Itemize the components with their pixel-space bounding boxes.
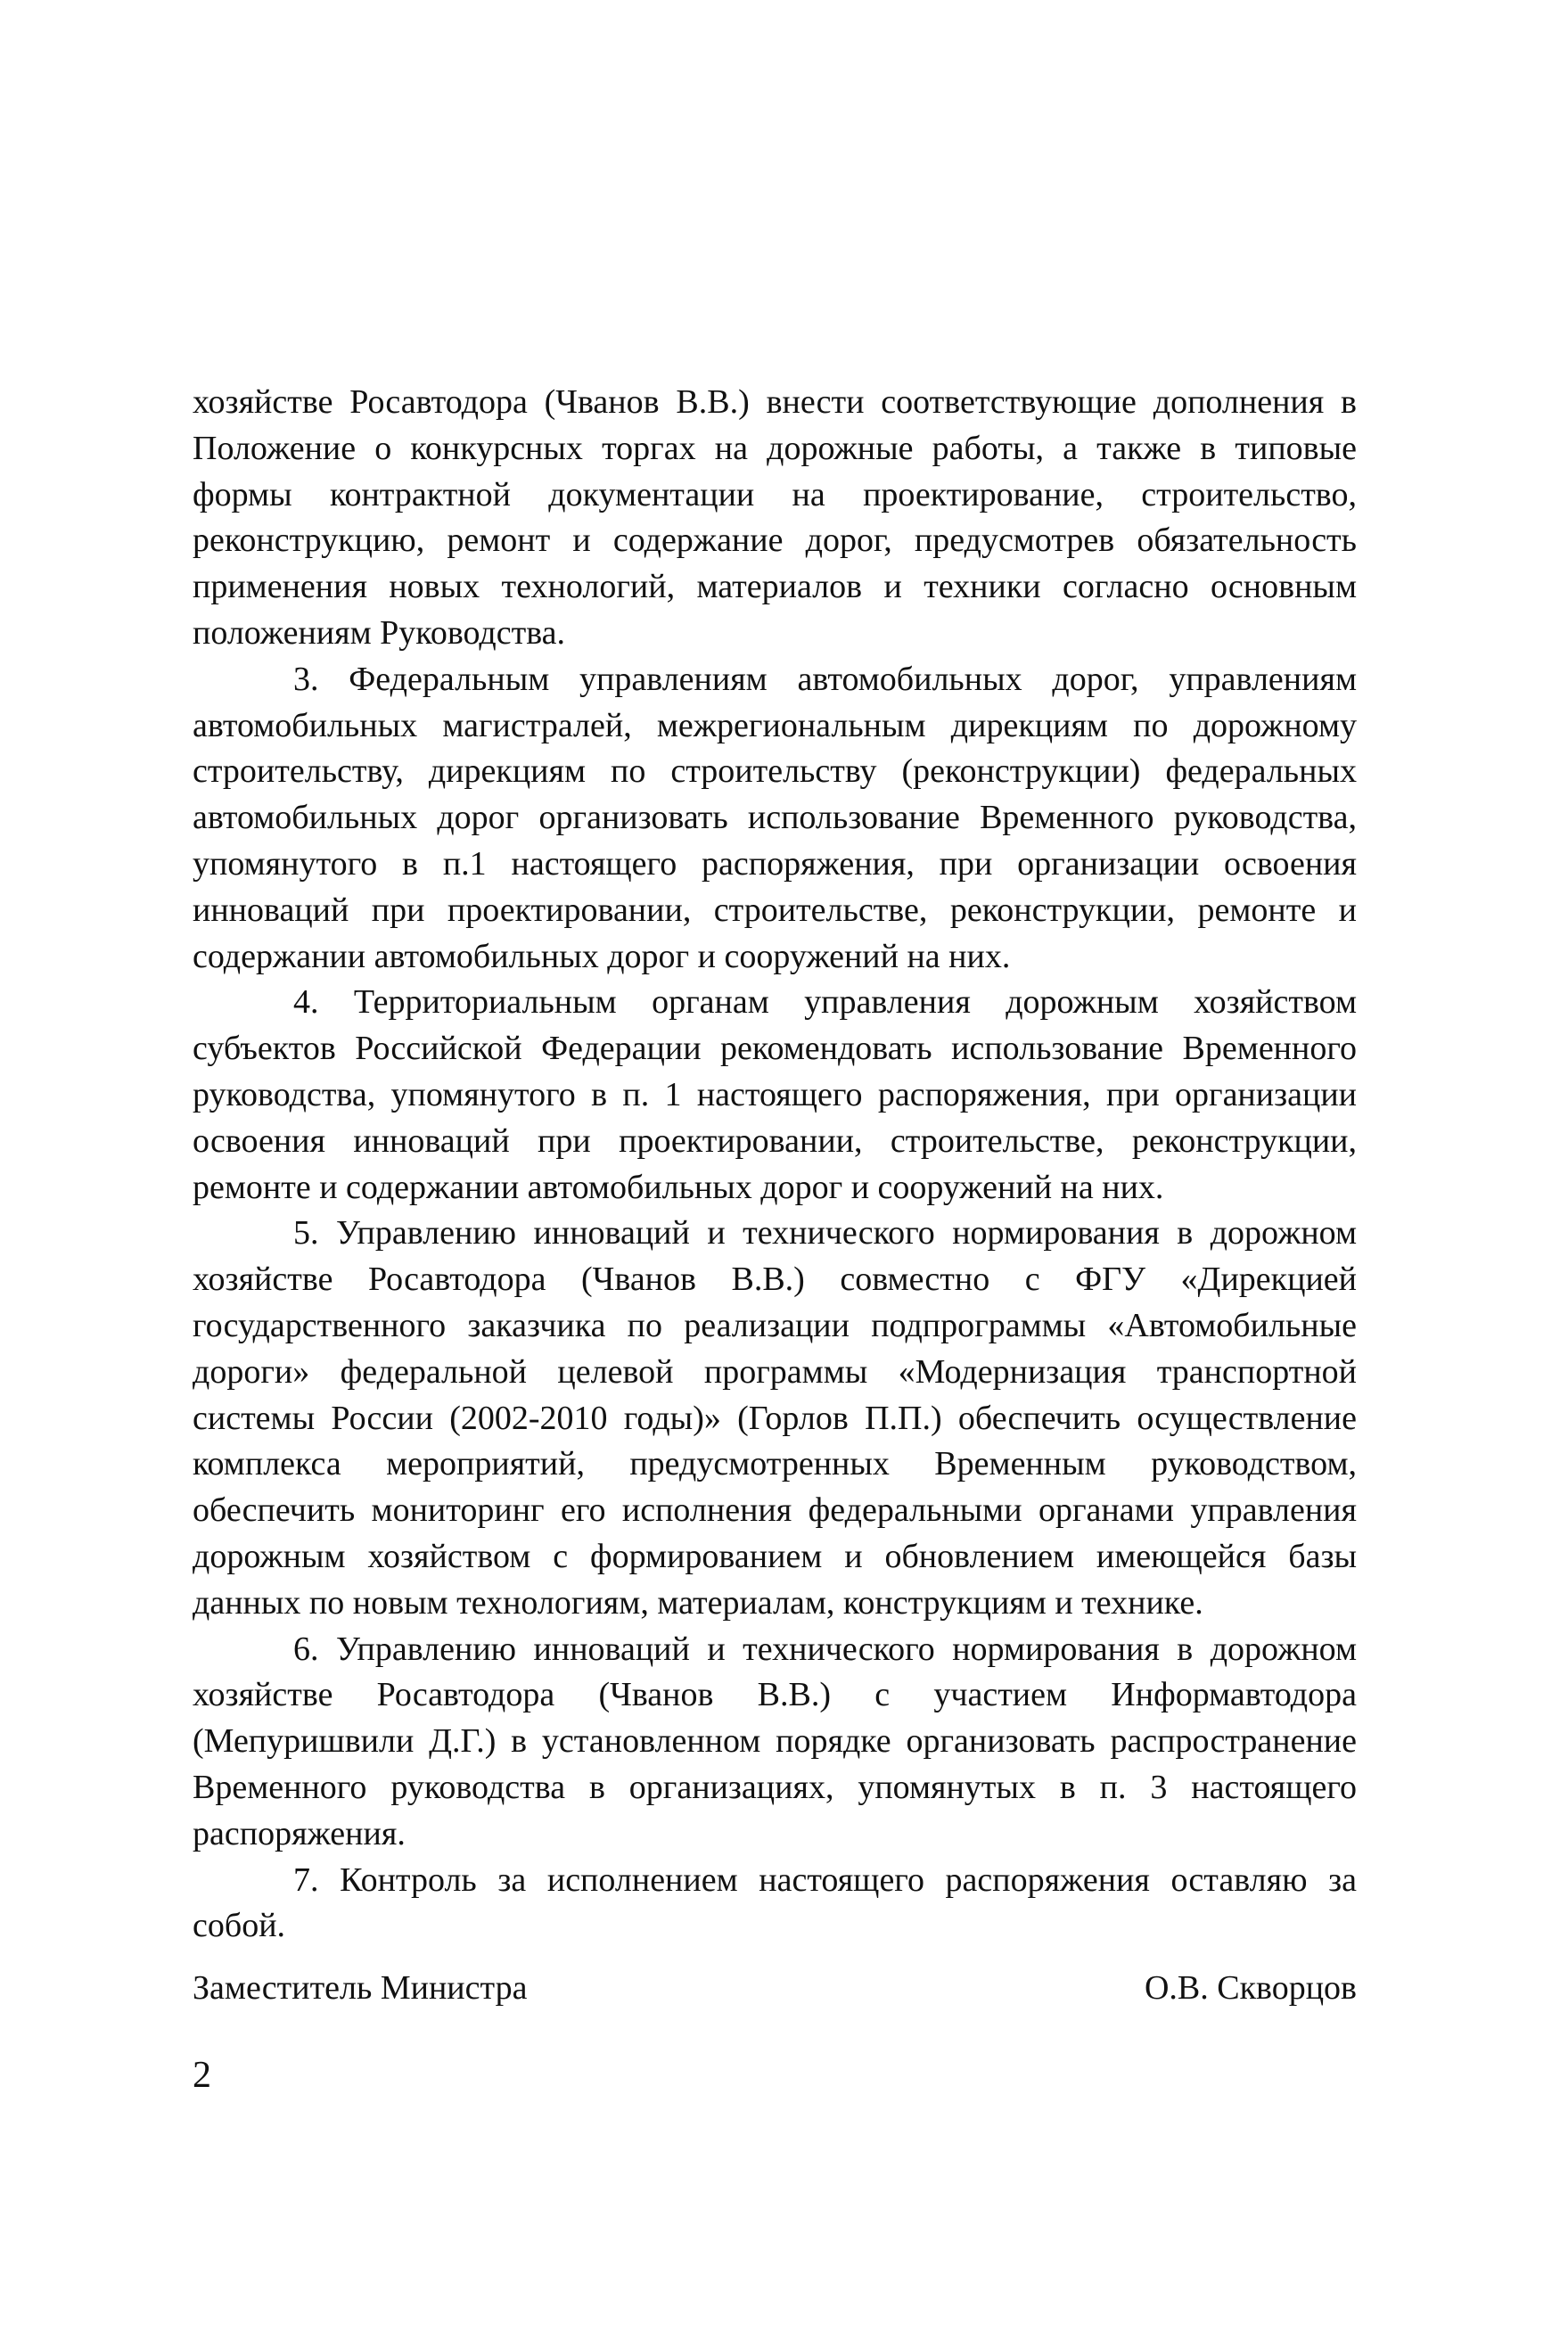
document-body [193,380,1357,1950]
paragraph-item-6: 6. Управлению инноваций и технического нормирования в дорожном хозяйстве Росавтодора (Чванов В.В.) с участием Информавтодора (Мепуришвили Д.Г.) в установленном порядке организовать распространение Временного руководства в организациях, упомянутых в п. 3 настоящего распоряжения. [193,1630,1357,1852]
paragraph-item-3: 3. Федеральным управлениям автомобильных дорог, управлениям автомобильных магистралей, межрегиональным дирекциям по дорожному строительству, дирекциям по строительству (реконструкции) федеральных автомобильных дорог организовать использование Временного руководства, упомянутого в п.1 настоящего распоряжения, при организации освоения инноваций при проектировании, строительстве, реконструкции, ремонте и содержании автомобильных дорог и сооружений на них. [193,660,1357,975]
signature-position: Заместитель Министра [193,1969,528,2007]
page-number: 2 [193,2055,211,2096]
signature-name: О.В. Скворцов [1144,1969,1357,2007]
paragraph-item-7: 7. Контроль за исполнением настоящего распоряжения оставляю за собой. [193,1860,1357,1945]
signature-block [193,1965,1357,2011]
paragraph-continuation: хозяйстве Росавтодора (Чванов В.В.) внести соответствующие дополнения в Положение о конкурсных торгах на дорожные работы, а также в типовые формы контрактной документации на проектирование, строительство, реконструкцию, ремонт и содержание дорог, предусмотрев обязательность применения новых технологий, материалов и техники согласно основным положениям Руководства. [193,383,1357,652]
paragraph-item-5: 5. Управлению инноваций и технического нормирования в дорожном хозяйстве Росавтодора (Чванов В.В.) совместно с ФГУ «Дирекцией государственного заказчика по реализации подпрограммы «Автомобильные дороги» федеральной целевой программы «Модернизация транспортной системы России (2002-2010 годы)» (Горлов П.П.) обеспечить осуществление комплекса мероприятий, предусмотренных Временным руководством, обеспечить мониторинг его исполнения федеральными органами управления дорожным хозяйством с формированием и обновлением имеющейся базы данных по новым технологиям, материалам, конструкциям и технике. [193,1214,1357,1622]
paragraph-item-4: 4. Территориальным органам управления дорожным хозяйством субъектов Российской Федерации рекомендовать использование Временного руководства, упомянутого в п. 1 настоящего распоряжения, при организации освоения инноваций при проектировании, строительстве, реконструкции, ремонте и содержании автомобильных дорог и сооружений на них. [193,983,1357,1206]
